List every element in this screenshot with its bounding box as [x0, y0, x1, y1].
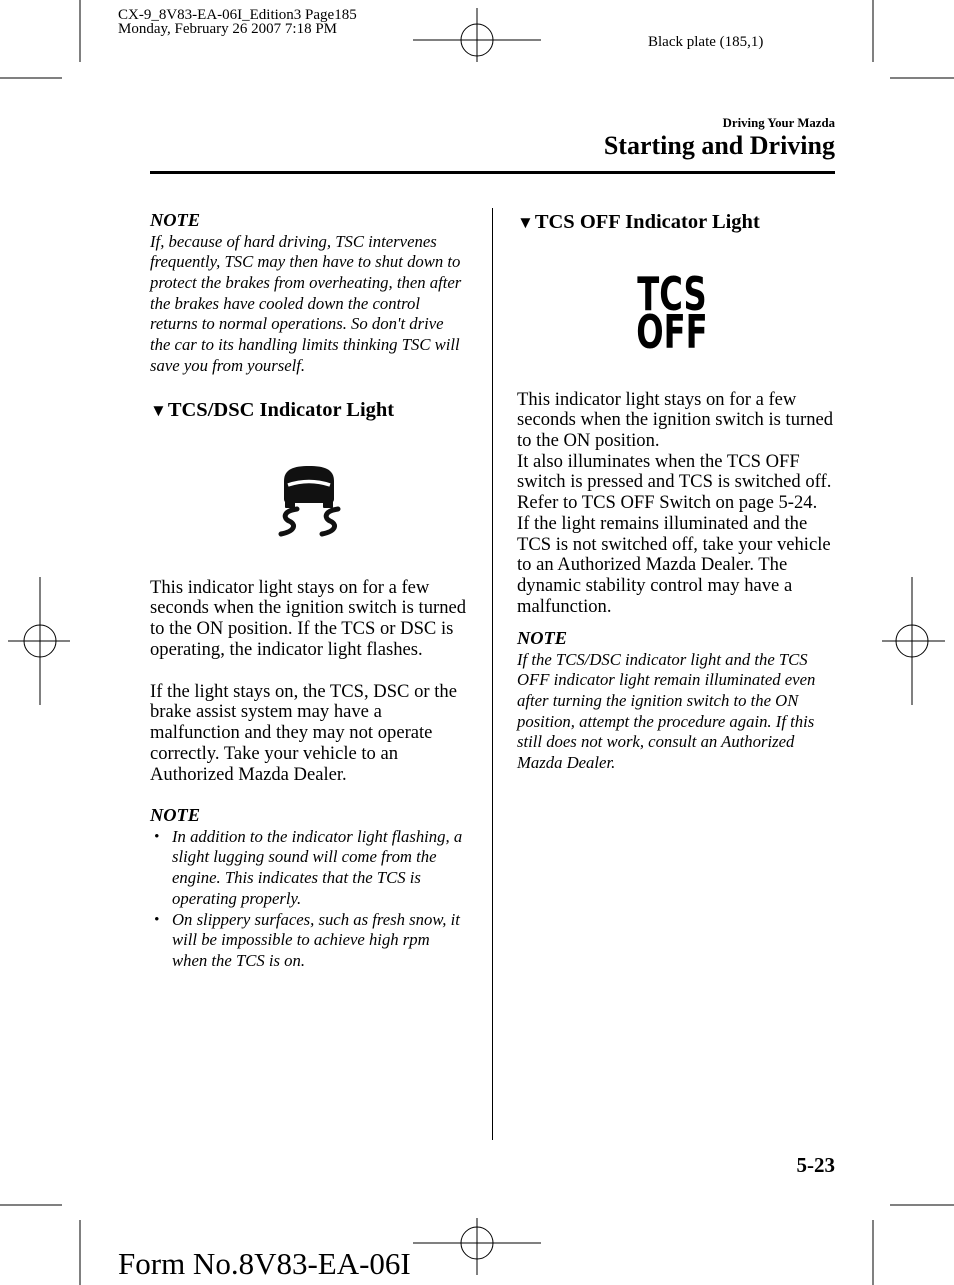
- skid-mark-left: [281, 509, 297, 534]
- text-line: operating properly.: [172, 888, 302, 908]
- tcs-off-indicator-heading: [517, 210, 760, 235]
- text-line: malfunction and they may not operate: [150, 722, 433, 744]
- text-line: to the ON position.: [517, 430, 660, 451]
- crop-mark-bottom-left: [0, 1205, 80, 1285]
- registration-mark-bottom: [413, 1218, 541, 1275]
- text-line: save you from yourself.: [150, 355, 306, 375]
- note-tsc-overheating: [150, 232, 461, 377]
- text-line: If the light stays on, the TCS, DSC or the: [150, 680, 457, 702]
- section-marker: ▼: [517, 213, 534, 232]
- text-line: the brakes have cooled down the control: [150, 293, 421, 313]
- print-date-line: Monday, February 26 2007 7:18 PM: [118, 21, 338, 37]
- registration-mark-right: [882, 577, 945, 705]
- paragraph: [517, 514, 833, 618]
- section-marker: ▼: [150, 401, 167, 420]
- crop-mark-top-left: [0, 0, 80, 78]
- note-label: NOTE: [150, 805, 201, 825]
- text-line: operating, the indicator light flashes.: [150, 638, 423, 660]
- page-number: 5-23: [796, 1153, 835, 1177]
- tcs-off-icon-line1: TCS: [637, 267, 707, 321]
- text-line: position, attempt the procedure again. If this: [517, 711, 815, 731]
- text-line: when the TCS is on.: [172, 951, 306, 970]
- text-line: seconds when the ignition switch is turned: [150, 597, 467, 619]
- text-line: still does not work, consult an Authorized: [517, 732, 795, 752]
- crop-mark-top-right: [873, 0, 954, 78]
- tcs-dsc-indicator-icon: [276, 465, 342, 537]
- text-line: frequently, TSC may then have to shut down to: [150, 252, 461, 272]
- registration-mark-top: [413, 8, 541, 62]
- text-line: This indicator light stays on for a few: [150, 576, 430, 598]
- note-label: NOTE: [517, 628, 568, 648]
- text-line: switch is pressed and TCS is switched off.: [517, 471, 832, 493]
- car-wheel-right: [323, 500, 333, 508]
- text-line: to an Authorized Mazda Dealer. The: [517, 554, 788, 576]
- text-line: It also illuminates when the TCS OFF: [517, 450, 800, 472]
- heading-text: TCS OFF Indicator Light: [534, 211, 760, 233]
- text-line: This indicator light stays on for a few: [517, 388, 797, 410]
- text-line: returns to normal operations. So don't drive: [150, 314, 444, 334]
- text-line: Mazda Dealer.: [517, 753, 616, 773]
- crop-mark-bottom-right: [873, 1205, 954, 1285]
- registration-mark-left: [8, 577, 70, 705]
- text-line: correctly. Take your vehicle to an: [150, 742, 399, 764]
- text-line: will be impossible to achieve high rpm: [172, 930, 430, 950]
- tcs-off-description: [517, 390, 833, 618]
- text-line: dynamic stability control may have a: [517, 574, 793, 596]
- text-line: engine. This indicates that the TCS is: [172, 868, 421, 887]
- note-label: NOTE: [150, 210, 201, 230]
- car-wheel-left: [285, 500, 295, 508]
- bullet-icon: •: [154, 828, 160, 845]
- text-line: If the light remains illuminated and the: [517, 512, 808, 534]
- text-line: OFF indicator light remain illuminated even: [517, 670, 816, 690]
- bullet-icon: •: [154, 911, 160, 928]
- tcs-off-icon-line2: OFF: [636, 305, 708, 359]
- list-item: [150, 910, 468, 972]
- header-rule: [150, 171, 835, 174]
- text-line: the car to its handling limits thinking TSC will: [150, 335, 460, 355]
- text-line: TCS is not switched off, take your vehicle: [517, 533, 831, 555]
- chapter-title: Starting and Driving: [603, 131, 835, 160]
- text-line: Refer to TCS OFF Switch on page 5-24.: [517, 492, 818, 514]
- text-line: If, because of hard driving, TSC intervenes: [150, 231, 437, 251]
- column-divider: [492, 208, 493, 1140]
- text-line: protect the brakes from overheating, then after: [150, 273, 462, 292]
- heading-text: TCS/DSC Indicator Light: [167, 399, 395, 421]
- tcs-dsc-indicator-heading: [150, 398, 394, 423]
- paragraph: [517, 452, 833, 514]
- note-both-lights: [517, 650, 815, 774]
- text-line: after turning the ignition switch to the ON: [517, 691, 799, 710]
- text-line: slight lugging sound will come from the: [172, 847, 437, 867]
- skid-mark-right: [322, 509, 338, 534]
- paragraph: [517, 390, 833, 452]
- text-line: seconds when the ignition switch is turned: [517, 409, 834, 431]
- tcs-off-indicator-icon: [630, 267, 714, 359]
- form-number: Form No.8V83-EA-06I: [118, 1246, 411, 1281]
- text-line: brake assist system may have a: [150, 701, 382, 723]
- print-job-info: [118, 8, 357, 36]
- print-job-line: CX-9_8V83-EA-06I_Edition3 Page185: [118, 7, 357, 23]
- text-line: In addition to the indicator light flashing, a: [172, 826, 463, 846]
- text-line: to the ON position. If the TCS or DSC is: [150, 618, 454, 639]
- bullet-text: [172, 827, 468, 910]
- tcs-dsc-malfunction-text: [150, 682, 457, 786]
- text-line: On slippery surfaces, such as fresh snow, it: [172, 909, 460, 929]
- text-line: If the TCS/DSC indicator light and the TCS: [517, 649, 808, 669]
- list-item: [150, 827, 468, 910]
- bullet-text: [172, 910, 468, 972]
- tcs-dsc-description: [150, 578, 466, 661]
- text-line: Authorized Mazda Dealer.: [150, 763, 347, 785]
- text-line: malfunction.: [517, 595, 612, 617]
- section-title: Driving Your Mazda: [722, 116, 835, 130]
- plate-info: Black plate (185,1): [648, 34, 764, 50]
